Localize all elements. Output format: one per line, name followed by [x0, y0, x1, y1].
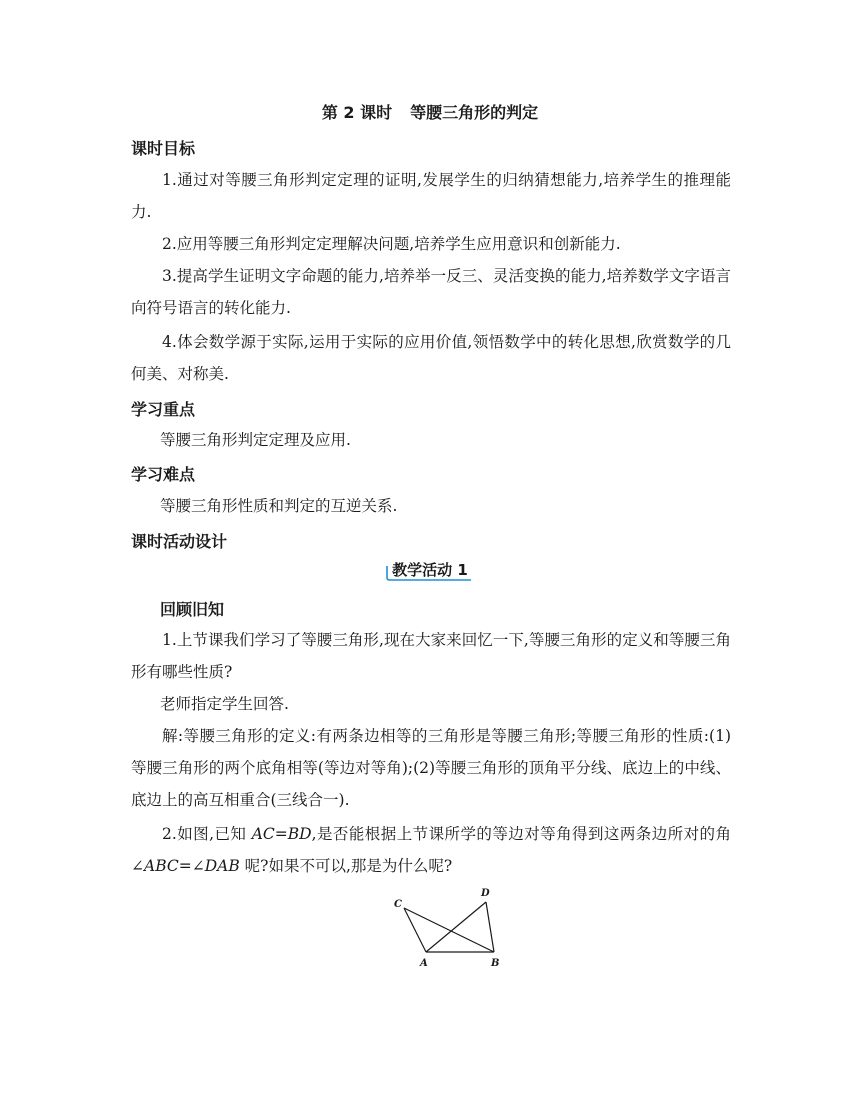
teacher-instruction: 老师指定学生回答.: [160, 695, 289, 713]
q2-equals: =: [274, 825, 288, 843]
label-c: C: [394, 899, 402, 910]
q2-text: 2.如图,已知: [162, 825, 252, 843]
segment-bd: BD: [287, 825, 312, 843]
lesson-topic: 等腰三角形的判定: [410, 103, 539, 122]
label-a: A: [420, 958, 428, 969]
lesson-number: 第 2 课时: [321, 103, 393, 122]
objective-item: 2.应用等腰三角形判定定理解决问题,培养学生应用意识和创新能力.: [162, 235, 621, 253]
review-heading: 回顾旧知: [160, 600, 225, 619]
q2-text: 呢?如果不可以,那是为什么呢?: [239, 857, 453, 875]
label-b: B: [491, 958, 500, 969]
review-question-1: 1.上节课我们学习了等腰三角形,现在大家来回忆一下,等腰三角形的定义和等腰三角形有哪些性质?: [131, 631, 731, 681]
activity-badge: [383, 558, 477, 582]
segment-ad: [426, 902, 486, 952]
segment-ac: AC: [251, 825, 275, 843]
objective-item: 3.提高学生证明文字命题的能力,培养举一反三、灵活变换的能力,培养数学文字语言向符号语言的转化能力.: [131, 267, 731, 317]
label-d: D: [481, 888, 490, 899]
review-question-2: [131, 818, 731, 882]
objective-item: 1.通过对等腰三角形判定定理的证明,发展学生的归纳猜想能力,培养学生的推理能力.: [131, 171, 731, 221]
key-points-heading: 学习重点: [131, 400, 196, 419]
objective-item: 4.体会数学源于实际,运用于实际的应用价值,领悟数学中的转化思想,欣赏数学的几何美、对称美.: [131, 333, 731, 383]
triangle-figure: [388, 884, 508, 972]
key-points-text: 等腰三角形判定定理及应用.: [160, 431, 351, 449]
difficulties-heading: 学习难点: [131, 465, 196, 484]
segment-cb: [404, 908, 494, 952]
activity-badge-label: 教学活动 1: [392, 561, 468, 579]
activity-design-heading: 课时活动设计: [131, 532, 228, 551]
lesson-title: [0, 100, 860, 123]
review-answer: 解:等腰三角形的定义:有两条边相等的三角形是等腰三角形;等腰三角形的性质:(1)等腰三角形的两个底角相等(等边对等角);(2)等腰三角形的顶角平分线、底边上的中线、底边上的高互相重合(三线合一).: [131, 727, 731, 809]
angle-dab: DAB: [204, 857, 240, 875]
q2-text: ,是否能根据上节课所学的等边对等角得到这两条边所对的角∠: [131, 825, 731, 875]
objectives-heading: 课时目标: [131, 139, 196, 158]
segment-ca: [404, 908, 426, 952]
difficulties-text: 等腰三角形性质和判定的互逆关系.: [160, 497, 398, 515]
angle-abc: ABC: [144, 857, 179, 875]
segment-db: [486, 902, 494, 952]
q2-equals-angle: =∠: [178, 857, 205, 875]
